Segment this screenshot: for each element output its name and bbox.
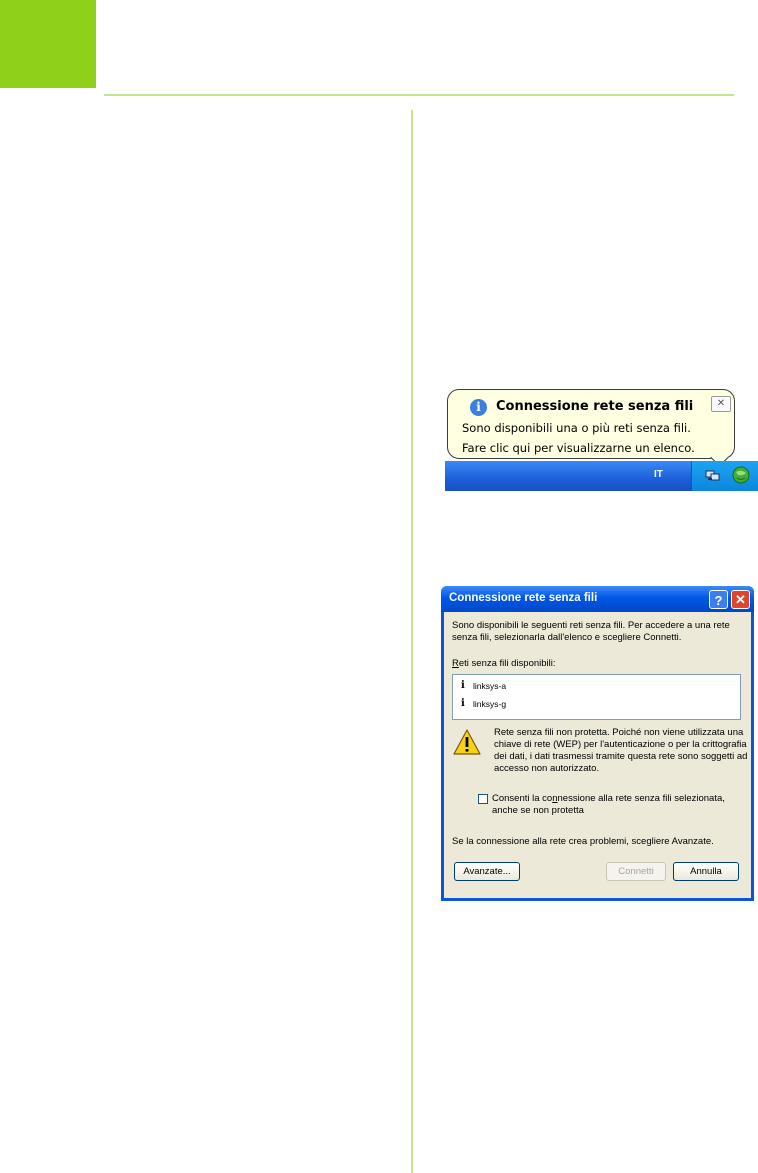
connect-button[interactable]: Connetti — [606, 862, 666, 881]
network-name: linksys-a — [473, 681, 507, 691]
warning-line4: accesso non autorizzato. — [494, 763, 600, 774]
network-list-label-rest: eti senza fili disponibili: — [458, 658, 556, 669]
notification-link-text[interactable]: Fare clic qui per visualizzarne un elenco. — [462, 441, 695, 455]
access-key-n: n — [552, 793, 558, 804]
cancel-button[interactable]: Annulla — [673, 862, 739, 881]
allow-connection-checkbox[interactable] — [478, 794, 488, 804]
list-item[interactable] — [453, 680, 740, 694]
system-tray — [691, 461, 758, 491]
network-list-label — [452, 658, 556, 669]
checkbox-label-line1[interactable] — [492, 793, 725, 804]
access-key-r: R — [452, 658, 459, 669]
signal-icon: i — [461, 680, 465, 691]
signal-icon: i — [461, 698, 465, 709]
language-indicator[interactable]: IT — [654, 469, 663, 480]
globe-icon[interactable] — [732, 466, 750, 484]
close-icon[interactable]: ✕ — [711, 396, 731, 412]
header-rule — [104, 94, 734, 96]
warning-line2: chiave di rete (WEP) per l'autenticazione o per la crittografia — [494, 739, 747, 750]
warning-line3: dei dati, i dati trasmessi tramite questa rete sono soggetti ad — [494, 751, 748, 762]
checkbox-label-line2[interactable]: anche se non protetta — [492, 805, 584, 816]
network-icon[interactable] — [705, 468, 721, 482]
wireless-dialog — [441, 586, 754, 901]
chapter-tab — [0, 0, 96, 88]
close-button[interactable]: ✕ — [731, 590, 750, 609]
warning-line1: Rete senza fili non protetta. Poiché non viene utilizzata una — [494, 727, 744, 738]
dialog-titlebar[interactable] — [441, 586, 754, 612]
notification-message: Sono disponibili una o più reti senza fili. — [462, 421, 691, 435]
advanced-button[interactable]: Avanzate... — [454, 862, 520, 881]
taskbar — [445, 461, 758, 491]
info-icon: i — [470, 399, 487, 416]
network-list[interactable] — [452, 674, 741, 720]
checkbox-label-start: Consenti la co — [492, 793, 553, 804]
help-button[interactable]: ? — [709, 590, 728, 609]
checkbox-label-end: nessione alla rete senza fili selezionata, — [557, 793, 725, 804]
list-item[interactable] — [453, 698, 740, 712]
notification-screenshot — [445, 387, 758, 491]
notification-balloon[interactable] — [447, 389, 735, 459]
intro-text-line2: senza fili, selezionarla dall'elenco e scegliere Connetti. — [452, 632, 682, 643]
problem-hint-text: Se la connessione alla rete crea problemi, scegliere Avanzate. — [452, 836, 714, 847]
network-name: linksys-g — [473, 699, 507, 709]
warning-icon — [452, 728, 482, 756]
intro-text-line1: Sono disponibili le seguenti reti senza fili. Per accedere a una rete — [452, 620, 730, 631]
dialog-body — [444, 612, 751, 898]
column-divider — [411, 110, 413, 1173]
notification-title: Connessione rete senza fili — [496, 399, 694, 414]
dialog-title: Connessione rete senza fili — [449, 592, 598, 604]
